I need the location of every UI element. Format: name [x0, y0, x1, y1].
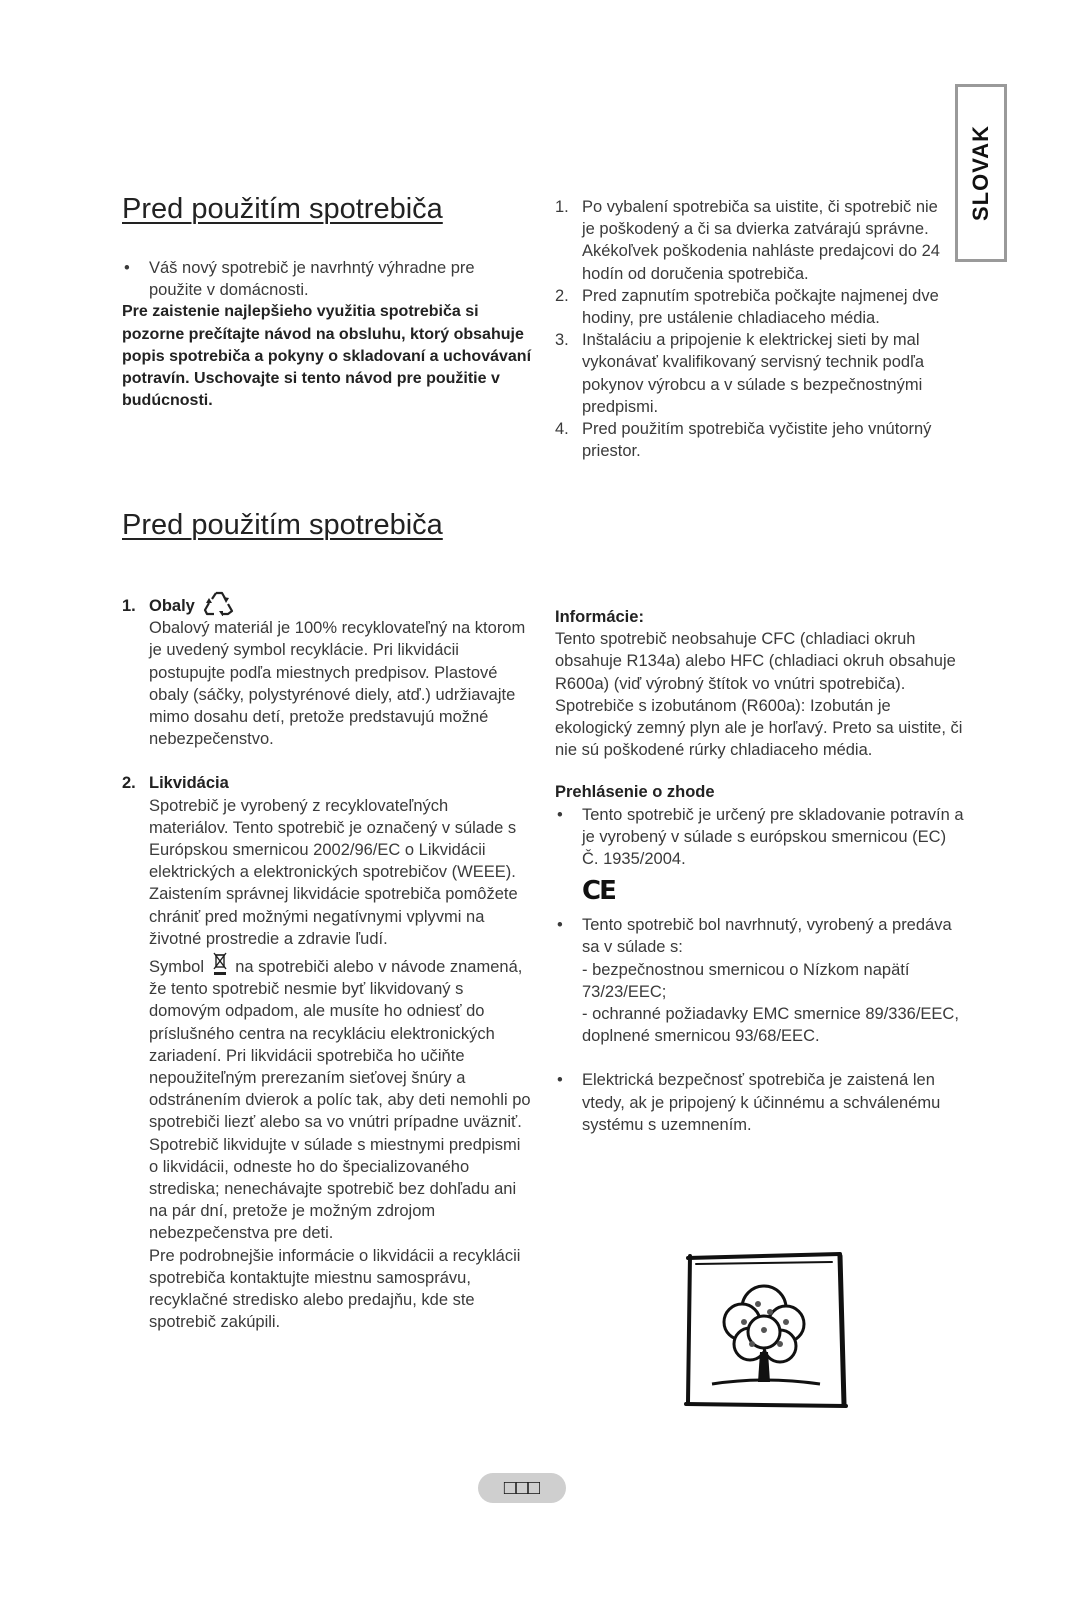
section1-left: [122, 257, 532, 412]
recycle-icon: [203, 590, 235, 616]
zhoda-bullet2: • Tento spotrebič bol navrhnutý, vyrobený a predáva sa v súlade s: - bezpečnostnou smernicou o Nízkom napätí 73/23/EEC; - ochranné požiadavky EMC smernice 89/336/EEC, doplnené smernicou 93/68/EEC.: [555, 914, 965, 1047]
informacie-text1: Tento spotrebič neobsahuje CFC (chladiaci okruh obsahuje R134a) alebo HFC (chladiaci okruh obsahuje R600a) (viď výrobný štítok vo vnútri spotrebiča).: [555, 630, 956, 693]
step-item: 2. Pred zapnutím spotrebiča počkajte najmenej dve hodiny, pre ustálenie chladiaceho média.: [555, 286, 939, 328]
section1-title: Pred použitím spotrebiča: [122, 193, 443, 225]
step-item: 4. Pred použitím spotrebiča vyčistite jeho vnútorný priestor.: [555, 420, 932, 461]
likvidacia-text3: Pre podrobnejšie informácie o likvidácii a recyklácii spotrebiča kontaktujte miestnu samosprávu, recyklačné stredisko alebo predajňu, kde ste spotrebič zakúpili.: [149, 1246, 521, 1332]
language-tab-label: SLOVAK: [968, 124, 993, 222]
informacie-heading: Informácie:: [555, 608, 644, 626]
likvidacia-text2: na spotrebiči alebo v návode znamená, že tento spotrebič nesmie byť likvidovaný s domovým odpadom, ale musíte ho odniesť do príslušného centra na recykláciu elektronických zariadení. Pri likvidácii spotrebiča ho učiňte nepoužiteľným prerezaním sieťovej šnúry a odstránením dvierok a políc tak, aby deti nemohli po spotrebiči liezť alebo sa vo vnútri prípadne uväzniť. Spotrebič likvidujte v súlade s miestnymi predpismi o likvidácii, odneste ho do špecializovaného strediska; nenechávajte spotrebič bez dohľadu ani na pár dní, pretože je možným zdrojom nebezpečenstva pre deti.: [149, 958, 531, 1243]
likvidacia-text2-wrap: [149, 956, 532, 1245]
language-tab: [955, 84, 1007, 262]
section1-bullet: • Váš nový spotrebič je navrhntý výhradne pre použite v domácnosti.: [122, 257, 532, 301]
symbol-word: Symbol: [149, 958, 205, 977]
zhoda-heading: Prehlásenie o zhode: [555, 783, 715, 802]
section2-left: [122, 595, 532, 1334]
section1-bold-note: Pre zaistenie najlepšieho využitia spotrebiča si pozorne prečítajte návod na obsluhu, ktorý obsahuje popis spotrebiča a pokyny o skladovaní a uchovávaní potravín. Uschovajte si tento návod pre použitie v budúcnosti.: [122, 303, 532, 410]
section2-title-wrap: [122, 509, 443, 542]
step-item: 1. Po vybalení spotrebiča sa uistite, či spotrebič nie je poškodený a či sa dvierka zatvárajú správne. Akékoľvek poškodenia nahláste predajcovi do 24 hodín od doručenia spotrebiča.: [555, 198, 940, 283]
informacie-text2: Spotrebiče s izobutánom (R600a): Izobután je ekologický zemný plyn ale je horľavý. Preto sa uistite, či nie sú poškodené rúrky chladiaceho média.: [555, 696, 963, 760]
step-item: 3. Inštaláciu a pripojenie k elektrickej sieti by mal vykonávať kvalifikovaný servisný technik podľa pokynov výrobcu a v súlade s bezpečnostnými predpismi.: [555, 331, 925, 416]
section2-right: [555, 606, 965, 1136]
obaly-block: 1. Obaly Obalový materiál je 100% recyklovateľný na ktorom je uvedený symbol recyklácie. Pri likvidácii postupujte podľa miestnych predpisov. Plastové obaly (sáčky, polystyrénové diely, atď.) udržiavajte mimo dosahu detí, pretože predstavujú možné nebezpečenstvo.: [122, 595, 532, 750]
obaly-text: Obalový materiál je 100% recyklovateľný na ktorom je uvedený symbol recyklácie. Pri likvidácii postupujte podľa miestnych predpisov. Plastové obaly (sáčky, polystyrénové diely, atď.) udržiavajte mimo dosahu detí, pretože predstavujú možné nebezpečenstvo.: [149, 619, 526, 749]
likvidacia-block: 2. Likvidácia Spotrebič je vyrobený z recyklovateľných materiálov. Tento spotrebič je označený v súlade s Európskou smernicou 2002/96/EC o Likvidácii elektrických a elektronických spotrebičov (WEEE). Zaistením správnej likvidácie spotrebiča pomôžete chrániť pred možnými negatívnymi vplyvmi na životné prostredie a zdravie ľudí. Symbol na spotrebiči alebo v návode znamená, že tento spotrebič nesmie byť likvidovaný s domovým odpadom, ale musíte ho odniesť do príslušného centra na recykláciu elektronických zariadení. Pri likvidácii spotrebiča ho učiňte nepoužiteľným prerezaním sieťovej šnúry a odstránením dvierok a políc tak, aby deti nemohli po spotrebiči liezť alebo sa vo vnútri prípadne uväzniť. Spotrebič likvidujte v súlade s miestnymi predpismi o likvidácii, odneste ho do špecializovaného strediska; nenechávajte spotrebič bez dohľadu ani na pár dní, pretože je možným zdrojom nebezpečenstva pre deti. Pre podrobnejšie informácie o likvidácii a recyklácii spotrebiča kontaktujte miestnu samosprávu, recyklačné stredisko alebo predajňu, kde ste spotrebič zakúpili.: [122, 772, 532, 1333]
likvidacia-heading: Likvidácia: [149, 774, 229, 793]
section2-title: Pred použitím spotrebiča: [122, 509, 443, 541]
ce-mark: CE: [582, 876, 615, 907]
zhoda-bullet1: • Tento spotrebič je určený pre skladovanie potravín a je vyrobený v súlade s európskou smernicou (EC) Č. 1935/2004. CE: [555, 804, 965, 915]
weee-bin-icon: [211, 952, 229, 976]
obaly-heading: Obaly: [149, 597, 195, 615]
eco-tree-icon: [682, 1252, 852, 1410]
page-number: □□□: [478, 1473, 566, 1503]
section1-steps: [555, 196, 955, 462]
zhoda-bullet3: • Elektrická bezpečnosť spotrebiča je zaistená len vtedy, ak je pripojený k účinnému a schválenému systému s uzemnením.: [555, 1069, 965, 1136]
likvidacia-text1: Spotrebič je vyrobený z recyklovateľných materiálov. Tento spotrebič je označený v súlade s Európskou smernicou 2002/96/EC o Likvidácii elektrických a elektronických spotrebičov (WEEE). Zaistením správnej likvidácie spotrebiča pomôžete chrániť pred možnými negatívnymi vplyvmi na životné prostredie a zdravie ľudí.: [149, 796, 518, 948]
section1-title-wrap: [122, 193, 443, 226]
